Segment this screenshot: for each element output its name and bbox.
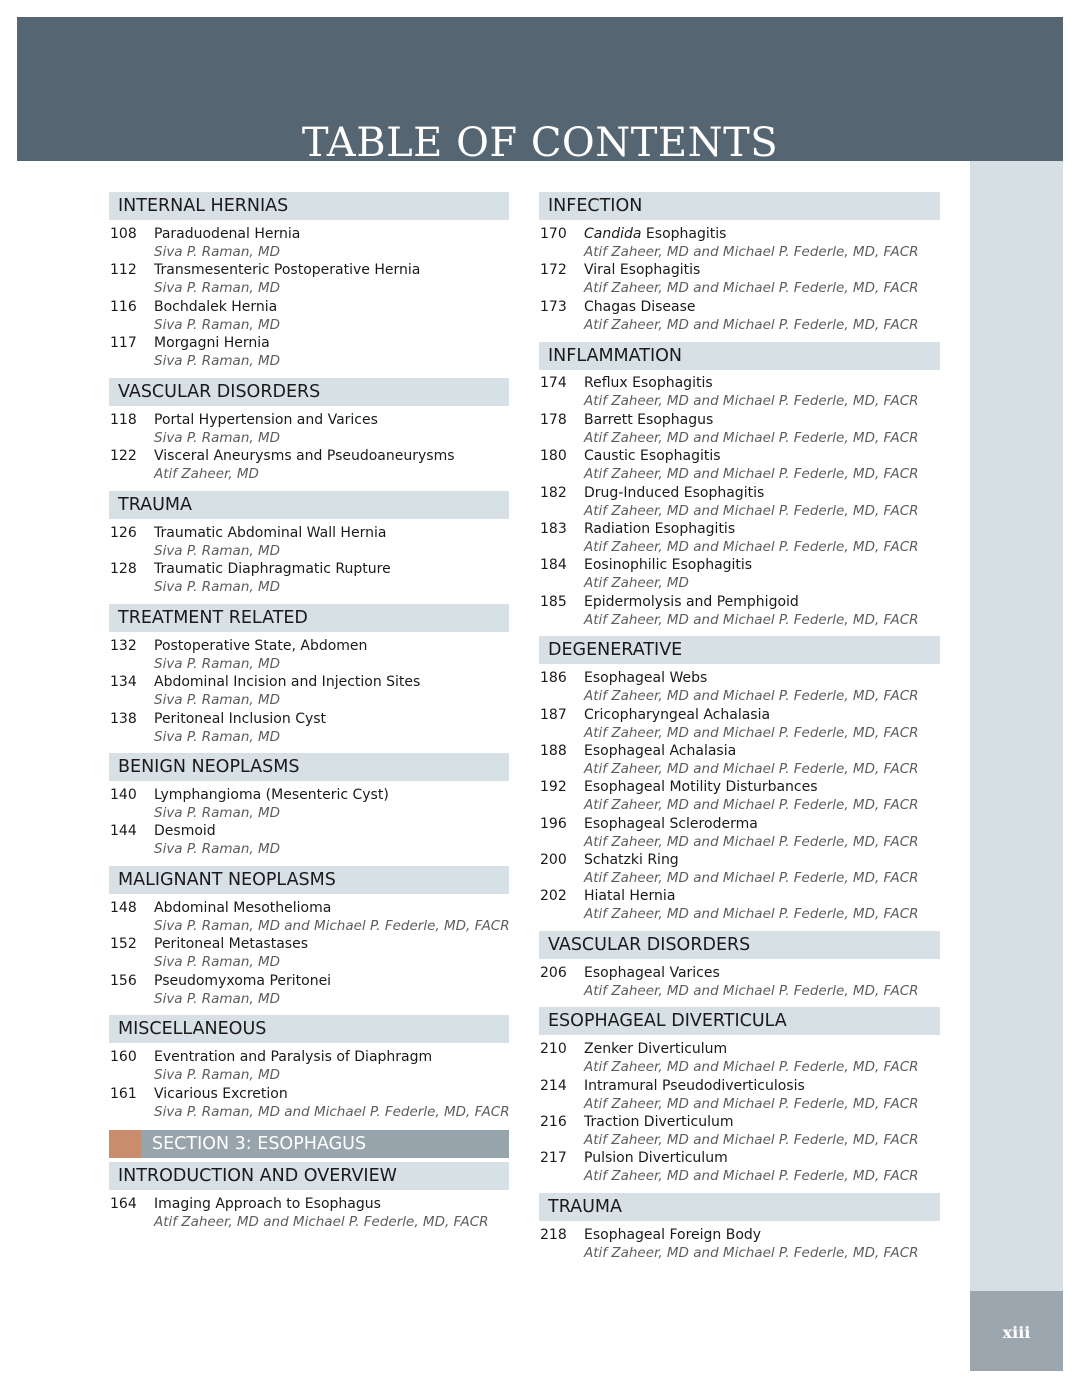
- header-banner: [17, 17, 1063, 166]
- section-heading-esophageal-diverticula: ESOPHAGEAL DIVERTICULA: [539, 1007, 940, 1035]
- toc-entry[interactable]: [539, 706, 940, 742]
- entry-author: Atif Zaheer, MD and Michael P. Federle, MD, FACR: [584, 317, 919, 333]
- toc-entry[interactable]: [109, 1085, 509, 1121]
- toc-entry[interactable]: [109, 710, 509, 746]
- entry-title: Caustic Esophagitis: [584, 448, 721, 464]
- toc-entry[interactable]: [109, 334, 509, 370]
- entry-page: 214: [540, 1078, 567, 1094]
- entry-page: 164: [110, 1196, 137, 1212]
- section-heading-vascular-disorders: VASCULAR DISORDERS: [109, 378, 509, 406]
- entry-author: Atif Zaheer, MD and Michael P. Federle, MD, FACR: [584, 1245, 919, 1261]
- entry-author: Atif Zaheer, MD and Michael P. Federle, MD, FACR: [584, 870, 919, 886]
- entry-title-rest: Esophagitis: [641, 226, 727, 242]
- entry-author: Atif Zaheer, MD and Michael P. Federle, MD, FACR: [584, 466, 919, 482]
- toc-entry[interactable]: [539, 1226, 940, 1262]
- entry-author: Siva P. Raman, MD: [154, 579, 280, 595]
- entry-author: Atif Zaheer, MD and Michael P. Federle, MD, FACR: [584, 688, 919, 704]
- entry-author: Atif Zaheer, MD and Michael P. Federle, MD, FACR: [584, 393, 919, 409]
- entry-page: 148: [110, 900, 137, 916]
- entry-title: Lymphangioma (Mesenteric Cyst): [154, 787, 389, 803]
- page-number-box: [970, 1291, 1063, 1371]
- section3-label: SECTION 3: ESOPHAGUS: [152, 1134, 367, 1154]
- toc-entry[interactable]: [539, 1113, 940, 1149]
- section-heading-miscellaneous: MISCELLANEOUS: [109, 1015, 509, 1043]
- entry-title: Barrett Esophagus: [584, 412, 714, 428]
- entry-author: Atif Zaheer, MD and Michael P. Federle, MD, FACR: [584, 725, 919, 741]
- entry-title: Bochdalek Hernia: [154, 299, 278, 315]
- entry-title: [584, 225, 726, 243]
- entry-author: Siva P. Raman, MD: [154, 841, 280, 857]
- entry-page: 206: [540, 965, 567, 981]
- toc-entry[interactable]: [539, 225, 940, 261]
- entry-title: Esophageal Varices: [584, 965, 720, 981]
- toc-entry[interactable]: [539, 815, 940, 851]
- entry-title: Drug-Induced Esophagitis: [584, 485, 765, 501]
- page-number: xiii: [1002, 1323, 1031, 1342]
- toc-entry[interactable]: [109, 822, 509, 858]
- entry-page: 172: [540, 262, 567, 278]
- toc-entry[interactable]: [109, 225, 509, 261]
- section3-banner: [109, 1130, 509, 1158]
- toc-entry[interactable]: [109, 447, 509, 483]
- toc-entry[interactable]: [109, 560, 509, 596]
- toc-entry[interactable]: [539, 520, 940, 556]
- toc-entry[interactable]: [539, 778, 940, 814]
- entry-author: Atif Zaheer, MD and Michael P. Federle, MD, FACR: [584, 1096, 919, 1112]
- entry-title: Esophageal Foreign Body: [584, 1227, 762, 1243]
- toc-entry[interactable]: [109, 637, 509, 673]
- entry-title: Chagas Disease: [584, 299, 696, 315]
- entry-author: Atif Zaheer, MD: [584, 575, 689, 591]
- toc-entry[interactable]: [539, 1040, 940, 1076]
- entry-page: 202: [540, 888, 567, 904]
- entry-author: Siva P. Raman, MD: [154, 543, 280, 559]
- entry-page: 144: [110, 823, 137, 839]
- entry-title: Schatzki Ring: [584, 852, 679, 868]
- entry-page: 128: [110, 561, 137, 577]
- entry-author: Atif Zaheer, MD and Michael P. Federle, MD, FACR: [154, 1214, 489, 1230]
- entry-author: Siva P. Raman, MD and Michael P. Federle, MD, FACR: [154, 918, 510, 934]
- toc-entry[interactable]: [109, 673, 509, 709]
- entry-author: Siva P. Raman, MD: [154, 692, 280, 708]
- entry-page: 210: [540, 1041, 567, 1057]
- entry-page: 140: [110, 787, 137, 803]
- section-heading-benign-neoplasms: BENIGN NEOPLASMS: [109, 753, 509, 781]
- section-heading-introduction-overview: INTRODUCTION AND OVERVIEW: [109, 1162, 509, 1190]
- entry-title: Traumatic Abdominal Wall Hernia: [154, 525, 387, 541]
- entry-page: 200: [540, 852, 567, 868]
- toc-entry[interactable]: [539, 484, 940, 520]
- entry-author: Atif Zaheer, MD and Michael P. Federle, MD, FACR: [584, 1059, 919, 1075]
- toc-entry[interactable]: [539, 411, 940, 447]
- entry-author: Atif Zaheer, MD and Michael P. Federle, MD, FACR: [584, 761, 919, 777]
- entry-title: Zenker Diverticulum: [584, 1041, 728, 1057]
- entry-page: 187: [540, 707, 567, 723]
- toc-entry[interactable]: [539, 298, 940, 334]
- section-heading-malignant-neoplasms: MALIGNANT NEOPLASMS: [109, 866, 509, 894]
- entry-title: Viral Esophagitis: [584, 262, 701, 278]
- entry-title: Imaging Approach to Esophagus: [154, 1196, 381, 1212]
- entry-page: 160: [110, 1049, 137, 1065]
- entry-page: 132: [110, 638, 137, 654]
- entry-page: 217: [540, 1150, 567, 1166]
- toc-entry[interactable]: [539, 1149, 940, 1185]
- entry-title: Pseudomyxoma Peritonei: [154, 973, 332, 989]
- entry-author: Atif Zaheer, MD and Michael P. Federle, MD, FACR: [584, 539, 919, 555]
- entry-page: 112: [110, 262, 137, 278]
- entry-page: 216: [540, 1114, 567, 1130]
- entry-title: Visceral Aneurysms and Pseudoaneurysms: [154, 448, 455, 464]
- entry-page: 188: [540, 743, 567, 759]
- entry-author: Siva P. Raman, MD and Michael P. Federle, MD, FACR: [154, 1104, 510, 1120]
- toc-entry[interactable]: [539, 851, 940, 887]
- toc-entry[interactable]: [109, 786, 509, 822]
- entry-author: Siva P. Raman, MD: [154, 317, 280, 333]
- entry-title: Traumatic Diaphragmatic Rupture: [154, 561, 391, 577]
- toc-entry[interactable]: [109, 298, 509, 334]
- toc-entry[interactable]: [109, 411, 509, 447]
- entry-page: 196: [540, 816, 567, 832]
- entry-author: Siva P. Raman, MD: [154, 1067, 280, 1083]
- entry-title: Esophageal Scleroderma: [584, 816, 758, 832]
- entry-title: Radiation Esophagitis: [584, 521, 736, 537]
- toc-entry[interactable]: [539, 887, 940, 923]
- entry-title: Portal Hypertension and Varices: [154, 412, 378, 428]
- toc-entry[interactable]: [109, 524, 509, 560]
- section-heading-internal-hernias: INTERNAL HERNIAS: [109, 192, 509, 220]
- entry-page: 186: [540, 670, 567, 686]
- entry-page: 138: [110, 711, 137, 727]
- entry-title: Epidermolysis and Pemphigoid: [584, 594, 799, 610]
- entry-page: 156: [110, 973, 137, 989]
- entry-page: 180: [540, 448, 567, 464]
- entry-page: 183: [540, 521, 567, 537]
- entry-author: Atif Zaheer, MD and Michael P. Federle, MD, FACR: [584, 797, 919, 813]
- entry-author: Atif Zaheer, MD and Michael P. Federle, MD, FACR: [584, 983, 919, 999]
- entry-title: Transmesenteric Postoperative Hernia: [154, 262, 421, 278]
- entry-title: Morgagni Hernia: [154, 335, 270, 351]
- entry-page: 170: [540, 226, 567, 242]
- section-heading-trauma: TRAUMA: [539, 1193, 940, 1221]
- entry-title: Eventration and Paralysis of Diaphragm: [154, 1049, 433, 1065]
- entry-title: Abdominal Mesothelioma: [154, 900, 332, 916]
- entry-title: Desmoid: [154, 823, 216, 839]
- entry-author: Atif Zaheer, MD and Michael P. Federle, MD, FACR: [584, 280, 919, 296]
- entry-page: 174: [540, 375, 567, 391]
- entry-page: 126: [110, 525, 137, 541]
- toc-entry[interactable]: [109, 1048, 509, 1084]
- section-heading-infection: INFECTION: [539, 192, 940, 220]
- entry-title: Pulsion Diverticulum: [584, 1150, 728, 1166]
- entry-title: Cricopharyngeal Achalasia: [584, 707, 771, 723]
- entry-author: Siva P. Raman, MD: [154, 805, 280, 821]
- entry-author: Siva P. Raman, MD: [154, 991, 280, 1007]
- toc-entry[interactable]: [539, 374, 940, 410]
- section-heading-degenerative: DEGENERATIVE: [539, 636, 940, 664]
- entry-author: Atif Zaheer, MD and Michael P. Federle, MD, FACR: [584, 1132, 919, 1148]
- toc-entry[interactable]: [539, 593, 940, 629]
- toc-entry[interactable]: [539, 1077, 940, 1113]
- entry-page: 184: [540, 557, 567, 573]
- entry-title: Abdominal Incision and Injection Sites: [154, 674, 421, 690]
- entry-title: Hiatal Hernia: [584, 888, 676, 904]
- entry-author: Atif Zaheer, MD: [154, 466, 259, 482]
- toc-entry[interactable]: [539, 742, 940, 778]
- entry-page: 108: [110, 226, 137, 242]
- entry-author: Atif Zaheer, MD and Michael P. Federle, MD, FACR: [584, 244, 919, 260]
- toc-entry[interactable]: [109, 972, 509, 1008]
- entry-page: 118: [110, 412, 137, 428]
- entry-title: Esophageal Webs: [584, 670, 708, 686]
- entry-title: Peritoneal Inclusion Cyst: [154, 711, 327, 727]
- section-heading-inflammation: INFLAMMATION: [539, 342, 940, 370]
- entry-author: Siva P. Raman, MD: [154, 954, 280, 970]
- entry-page: 185: [540, 594, 567, 610]
- toc-entry[interactable]: [539, 556, 940, 592]
- entry-page: 134: [110, 674, 137, 690]
- entry-author: Atif Zaheer, MD and Michael P. Federle, MD, FACR: [584, 612, 919, 628]
- entry-page: 218: [540, 1227, 567, 1243]
- entry-author: Siva P. Raman, MD: [154, 280, 280, 296]
- entry-page: 182: [540, 485, 567, 501]
- entry-page: 117: [110, 335, 137, 351]
- entry-title: Peritoneal Metastases: [154, 936, 308, 952]
- section-heading-vascular-disorders: VASCULAR DISORDERS: [539, 931, 940, 959]
- toc-entry[interactable]: [539, 261, 940, 297]
- entry-page: 192: [540, 779, 567, 795]
- entry-title: Postoperative State, Abdomen: [154, 638, 368, 654]
- entry-author: Siva P. Raman, MD: [154, 729, 280, 745]
- entry-page: 152: [110, 936, 137, 952]
- entry-author: Siva P. Raman, MD: [154, 430, 280, 446]
- entry-author: Atif Zaheer, MD and Michael P. Federle, MD, FACR: [584, 430, 919, 446]
- entry-author: Atif Zaheer, MD and Michael P. Federle, MD, FACR: [584, 906, 919, 922]
- entry-page: 122: [110, 448, 137, 464]
- entry-title: Reflux Esophagitis: [584, 375, 713, 391]
- entry-page: 178: [540, 412, 567, 428]
- entry-author: Siva P. Raman, MD: [154, 353, 280, 369]
- entry-author: Atif Zaheer, MD and Michael P. Federle, MD, FACR: [584, 834, 919, 850]
- entry-author: Atif Zaheer, MD and Michael P. Federle, MD, FACR: [584, 503, 919, 519]
- toc-entry[interactable]: [109, 899, 509, 935]
- entry-title: Eosinophilic Esophagitis: [584, 557, 753, 573]
- toc-entry[interactable]: [109, 935, 509, 971]
- side-strip: [970, 161, 1063, 1291]
- entry-title: Esophageal Motility Disturbances: [584, 779, 818, 795]
- toc-entry[interactable]: [539, 447, 940, 483]
- entry-page: 116: [110, 299, 137, 315]
- entry-title: Esophageal Achalasia: [584, 743, 737, 759]
- entry-title: Intramural Pseudodiverticulosis: [584, 1078, 805, 1094]
- section-heading-trauma: TRAUMA: [109, 491, 509, 519]
- entry-author: Siva P. Raman, MD: [154, 244, 280, 260]
- entry-title-italic: Candida: [584, 226, 642, 242]
- toc-entry[interactable]: [109, 1195, 509, 1231]
- entry-author: Atif Zaheer, MD and Michael P. Federle, MD, FACR: [584, 1168, 919, 1184]
- toc-entry[interactable]: [109, 261, 509, 297]
- section3-color-swatch: [109, 1130, 141, 1158]
- entry-author: Siva P. Raman, MD: [154, 656, 280, 672]
- entry-title: Vicarious Excretion: [154, 1086, 288, 1102]
- entry-page: 161: [110, 1086, 137, 1102]
- toc-entry[interactable]: [539, 669, 940, 705]
- entry-title: Paraduodenal Hernia: [154, 226, 301, 242]
- entry-title: Traction Diverticulum: [584, 1114, 734, 1130]
- entry-page: 173: [540, 299, 567, 315]
- toc-entry[interactable]: [539, 964, 940, 1000]
- page-title: TABLE OF CONTENTS: [301, 120, 779, 166]
- section-heading-treatment-related: TREATMENT RELATED: [109, 604, 509, 632]
